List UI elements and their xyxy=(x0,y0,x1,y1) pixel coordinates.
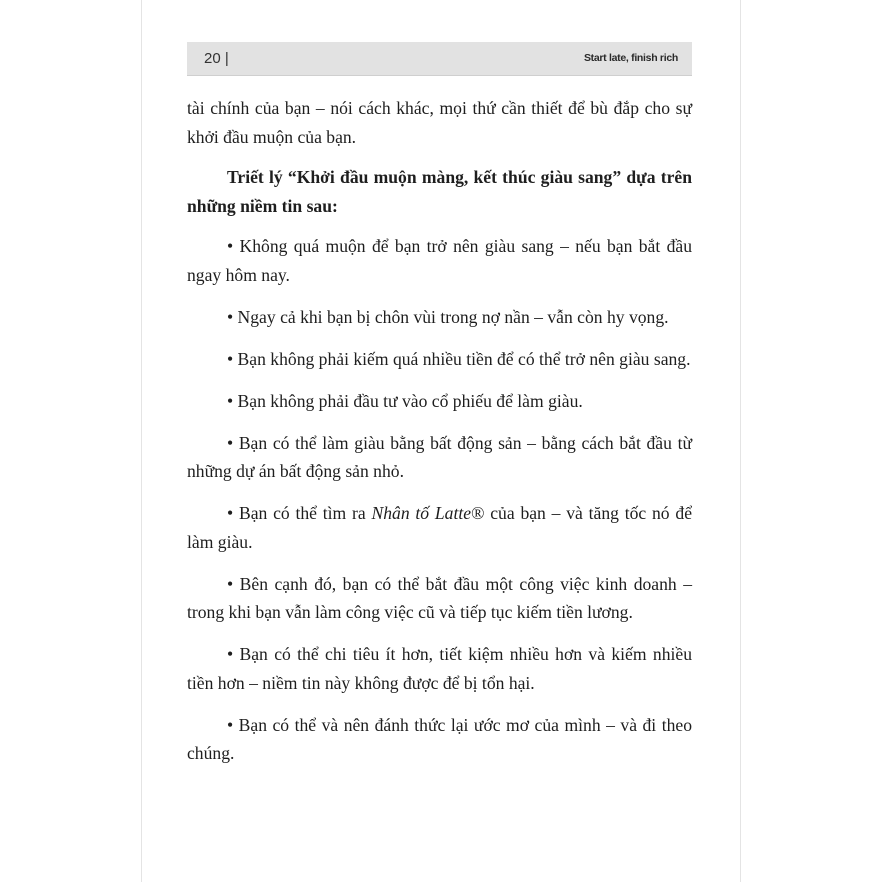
opening-paragraph: tài chính của bạn – nói cách khác, mọi thứ cần thiết để bù đắp cho sự khởi đầu muộn của bạn. xyxy=(187,98,692,147)
page-number: 20 | xyxy=(204,50,229,67)
bullet-item-3: • Bạn không phải kiếm quá nhiều tiền để có thể trở nên giàu sang. xyxy=(227,348,691,369)
bullet-item-9: • Bạn có thể và nên đánh thức lại ước mơ của mình – và đi theo chúng. xyxy=(187,714,692,763)
running-title: Start late, finish rich xyxy=(583,52,678,64)
bullet-item-5: • Bạn có thể làm giàu bằng bất động sản – bằng cách bắt đầu từ những dự án bất động sản nhỏ. xyxy=(187,432,692,481)
intro-paragraph: Triết lý “Khởi đầu muộn màng, kết thúc giàu sang” dựa trên những niềm tin sau: xyxy=(187,167,692,216)
bullet-item-4: • Bạn không phải đầu tư vào cổ phiếu để làm giàu. xyxy=(227,390,583,411)
bullet-item-2: • Ngay cả khi bạn bị chôn vùi trong nợ nần – vẫn còn hy vọng. xyxy=(227,306,669,327)
bullet-item-8: • Bạn có thể chi tiêu ít hơn, tiết kiệm nhiều hơn và kiếm nhiều tiền hơn – niềm tin này không được để bị tổn hại. xyxy=(187,644,692,693)
bullet-6-text-after: ® của bạn – và tăng tốc nó để làm giàu. xyxy=(187,503,693,552)
bullet-item-1: • Không quá muộn để bạn trở nên giàu sang – nếu bạn bắt đầu ngay hôm nay. xyxy=(187,236,692,285)
bullet-6-text-before: • Bạn có thể tìm ra xyxy=(227,503,372,523)
bullet-item-7: • Bên cạnh đó, bạn có thể bắt đầu một công việc kinh doanh – trong khi bạn vẫn làm công việc cũ và tiếp tục kiếm tiền lương. xyxy=(187,573,692,622)
page-body xyxy=(187,94,692,781)
page-header-bar xyxy=(187,42,692,76)
bullet-item-6 xyxy=(187,499,692,556)
latte-factor-term: Nhân tố Latte xyxy=(371,503,472,523)
book-page xyxy=(141,0,741,882)
